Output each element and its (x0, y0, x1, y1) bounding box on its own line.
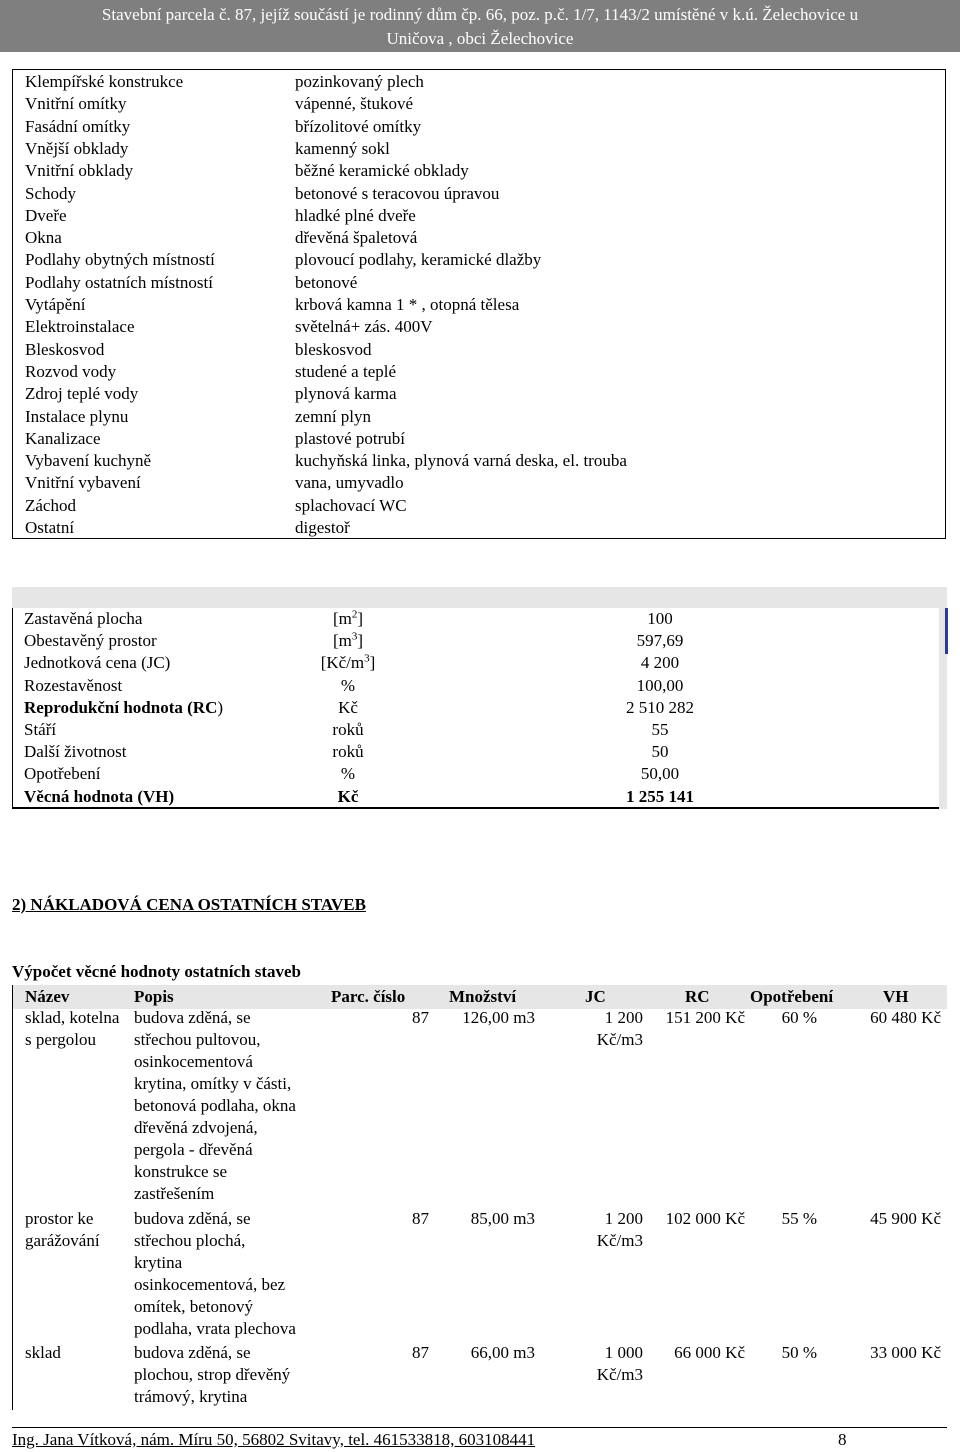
summary-row (12, 652, 939, 674)
reproduction-cost: 151 200 Kč (665, 1008, 745, 1027)
spec-value: vana, umyvadlo (295, 473, 404, 493)
building-description-line: budova zděná, se (134, 1209, 251, 1228)
spec-label: Vnější obklady (25, 138, 129, 158)
spec-value: břízolitové omítky (295, 116, 422, 136)
quantity: 66,00 m3 (470, 1343, 535, 1362)
summary-label: Opotřebení (24, 764, 101, 784)
spec-value: vápenné, štukové (295, 94, 414, 114)
spec-label: Ostatní (25, 518, 75, 537)
header-line-1: Stavební parcela č. 87, jejíž součástí je rodinný dům čp. 66, poz. p.č. 1/7, 1143/2 umístěné v k.ú. Želechovice u (101, 5, 859, 24)
summary-header-bar (12, 587, 947, 608)
building-description-line: konstrukce se (134, 1162, 228, 1181)
unit-price (561, 1208, 643, 1252)
summary-unit-pre: [m (332, 609, 352, 628)
other-buildings-header (13, 985, 947, 1009)
summary-unit-pre: % (340, 675, 356, 695)
summary-row (12, 630, 939, 652)
summary-unit (290, 719, 406, 741)
summary-unit (290, 675, 406, 697)
spec-label: Fasádní omítky (25, 116, 131, 136)
spec-value: kuchyňská linka, plynová varná deska, el. trouba (295, 451, 627, 471)
unit-price-line: 1 200 (604, 1209, 643, 1228)
building-description-line: betonová podlaha, okna (134, 1096, 296, 1115)
summary-row (12, 697, 939, 719)
unit-price-line: Kč/m3 (596, 1030, 643, 1049)
spec-label: Rozvod vody (25, 361, 117, 381)
spec-label: Klempířské konstrukce (25, 72, 184, 91)
spec-label: Dveře (25, 205, 67, 225)
summary-unit (290, 741, 406, 763)
summary-label: Jednotková cena (JC) (24, 653, 171, 673)
building-name-line: garážování (25, 1231, 100, 1250)
spec-label: Instalace plynu (25, 406, 129, 426)
unit-price-line: Kč/m3 (596, 1231, 643, 1250)
spec-label: Elektroinstalace (25, 317, 135, 337)
spec-value: plovoucí podlahy, keramické dlažby (295, 250, 542, 270)
real-value: 60 480 Kč (870, 1008, 941, 1027)
summary-row (12, 763, 939, 785)
summary-unit-pre: roků (332, 720, 364, 739)
spec-value: plynová karma (295, 384, 397, 404)
spec-label: Bleskosvod (25, 339, 105, 359)
building-description-line: pergola - dřevěná (134, 1140, 253, 1159)
summary-value: 100,00 (636, 675, 684, 695)
spec-label: Podlahy ostatních místností (25, 272, 213, 292)
spec-value: betonové (295, 272, 358, 292)
spec-value: plastové potrubí (295, 428, 406, 448)
quantity: 126,00 m3 (462, 1008, 535, 1027)
footer-address: Ing. Jana Vítková, nám. Míru 50, 56802 Svitavy, tel. 461533818, 603108441 (12, 1430, 536, 1449)
building-description-line: krytina (134, 1253, 183, 1272)
summary-unit-pre: [Kč/m (320, 653, 365, 673)
col-header-opo: Opotřebení (750, 987, 834, 1006)
building-description (134, 1208, 334, 1340)
spec-value: zemní plyn (295, 406, 372, 426)
summary-label-tail: ) (217, 697, 224, 717)
summary-label: Obestavěný prostor (24, 631, 157, 651)
building-description-line: trámový, krytina (134, 1387, 248, 1406)
building-description-line: dřevěná zdvojená, (134, 1118, 258, 1137)
spec-label: Vnitřní omítky (25, 94, 127, 114)
unit-price-line: 1 000 (604, 1343, 643, 1362)
summary-value: 50,00 (640, 764, 680, 784)
summary-label: Další životnost (24, 742, 127, 762)
col-header-mnoz: Množství (449, 987, 517, 1006)
summary-value: 2 510 282 (626, 697, 694, 717)
spec-value: pozinkovaný plech (295, 72, 424, 91)
summary-value: 1 255 141 (626, 786, 694, 806)
spec-label: Vnitřní obklady (25, 161, 134, 181)
building-description-line: budova zděná, se (134, 1008, 251, 1027)
spec-value: krbová kamna 1 * , otopná tělesa (295, 295, 520, 314)
reproduction-cost: 66 000 Kč (674, 1343, 745, 1362)
spec-value: bleskosvod (295, 339, 372, 359)
real-value: 33 000 Kč (870, 1343, 941, 1362)
unit-price-line: 1 200 (604, 1008, 643, 1027)
summary-unit-sup: 3 (364, 652, 370, 665)
spec-value: kamenný sokl (295, 138, 390, 158)
summary-label: Rozestavěnost (24, 675, 123, 695)
spec-label: Vybavení kuchyně (25, 451, 152, 471)
summary-label-bold: Reprodukční hodnota (RC (24, 697, 218, 717)
valuation-summary-table (12, 587, 947, 809)
building-name (25, 1007, 135, 1051)
building-description-line: budova zděná, se (134, 1343, 251, 1362)
summary-value: 55 (651, 720, 669, 739)
spec-value: hladké plné dveře (295, 205, 416, 225)
col-header-desc: Popis (134, 987, 174, 1006)
summary-unit (290, 608, 406, 630)
col-header-rc: RC (685, 987, 710, 1006)
spec-value: betonové s teracovou úpravou (295, 183, 500, 203)
summary-value: 597,69 (636, 631, 684, 651)
building-description (134, 1007, 334, 1205)
section-subtitle: Výpočet věcné hodnoty ostatních staveb (12, 962, 301, 981)
summary-value: 100 (647, 609, 673, 628)
summary-unit-post: ] (357, 631, 364, 651)
col-header-parc: Parc. číslo (331, 987, 406, 1006)
col-header-jc: JC (585, 987, 606, 1006)
summary-label (24, 697, 223, 719)
summary-value: 4 200 (640, 653, 680, 673)
building-description-line: zastřešením (134, 1184, 215, 1203)
summary-row (12, 786, 939, 809)
spec-label: Zdroj teplé vody (25, 384, 139, 404)
building-description-line: střechou pultovou, (134, 1030, 261, 1049)
summary-label: Zastavěná plocha (24, 609, 143, 628)
col-header-name: Název (25, 987, 70, 1006)
spec-value: digestoř (295, 518, 350, 537)
reproduction-cost: 102 000 Kč (665, 1209, 745, 1228)
unit-price (561, 1007, 643, 1051)
building-name-line: sklad, kotelna (25, 1008, 120, 1027)
building-description-line: osinkocementová, bez (134, 1275, 286, 1294)
spec-value: dřevěná špaletová (295, 228, 418, 248)
parcel-number: 87 (412, 1343, 429, 1362)
building-description-line: podlaha, vrata plechova (134, 1319, 296, 1338)
building-description-line: střechou plochá, (134, 1231, 246, 1250)
spec-label: Vnitřní vybavení (25, 473, 141, 493)
summary-unit-pre: Kč (337, 786, 359, 806)
spec-label: Vytápění (25, 295, 86, 314)
quantity: 85,00 m3 (470, 1209, 535, 1228)
spec-label: Záchod (25, 495, 76, 515)
section-title: 2) NÁKLADOVÁ CENA OSTATNÍCH STAVEB (12, 895, 366, 914)
other-buildings-table (12, 985, 947, 1410)
spec-value: studené a teplé (295, 361, 397, 381)
summary-unit-pre: roků (332, 742, 364, 762)
summary-row (12, 741, 939, 763)
real-value: 45 900 Kč (870, 1209, 941, 1228)
summary-unit-post: ] (369, 653, 376, 673)
building-name-line: prostor ke (25, 1209, 94, 1228)
building-description (134, 1342, 334, 1408)
spec-label: Kanalizace (25, 428, 101, 448)
spec-label: Okna (25, 228, 62, 248)
spec-label: Schody (25, 183, 76, 203)
parcel-number: 87 (412, 1209, 429, 1228)
summary-label: Věcná hodnota (VH) (24, 786, 175, 806)
page-footer (12, 1427, 947, 1451)
unit-price (561, 1342, 643, 1386)
depreciation: 50 % (781, 1343, 817, 1362)
summary-unit-pre: [m (332, 631, 352, 651)
summary-row (12, 719, 939, 741)
summary-unit-post: ] (357, 609, 364, 628)
summary-unit-pre: % (340, 764, 356, 784)
building-description-line: plochou, strop dřevěný (134, 1365, 291, 1384)
parcel-number: 87 (412, 1008, 429, 1027)
building-description-line: osinkocementová (134, 1052, 253, 1071)
summary-unit (290, 763, 406, 785)
building-name-line: s pergolou (25, 1030, 96, 1049)
building-name (25, 1208, 135, 1252)
summary-unit-sup: 3 (351, 630, 358, 643)
spec-value: splachovací WC (295, 495, 407, 515)
construction-spec-table (12, 69, 946, 539)
summary-row (12, 675, 939, 697)
summary-label: Stáří (24, 720, 57, 739)
building-description-line: krytina, omítky v části, (134, 1074, 292, 1093)
building-name (25, 1342, 135, 1364)
header-line-2: Uničova , obci Želechovice (386, 29, 574, 48)
depreciation: 60 % (781, 1008, 817, 1027)
building-description-line: omítek, betonový (134, 1297, 253, 1316)
summary-unit (290, 652, 406, 674)
summary-unit-pre: Kč (338, 697, 358, 717)
spec-label: Podlahy obytných místností (25, 250, 215, 270)
summary-row (12, 608, 939, 630)
spec-value: běžné keramické obklady (295, 161, 469, 181)
summary-unit (290, 697, 406, 719)
spec-value: světelná+ zás. 400V (295, 317, 433, 337)
summary-unit-sup: 2 (351, 608, 358, 621)
summary-unit (290, 630, 406, 652)
depreciation: 55 % (781, 1209, 817, 1228)
building-name-line: sklad (25, 1343, 61, 1362)
summary-unit (290, 786, 406, 808)
summary-value: 50 (651, 742, 669, 762)
page-header (0, 0, 960, 52)
summary-blue-mark (945, 608, 948, 654)
page-number: 8 (838, 1430, 847, 1449)
col-header-vh: VH (883, 987, 909, 1006)
unit-price-line: Kč/m3 (596, 1365, 643, 1384)
